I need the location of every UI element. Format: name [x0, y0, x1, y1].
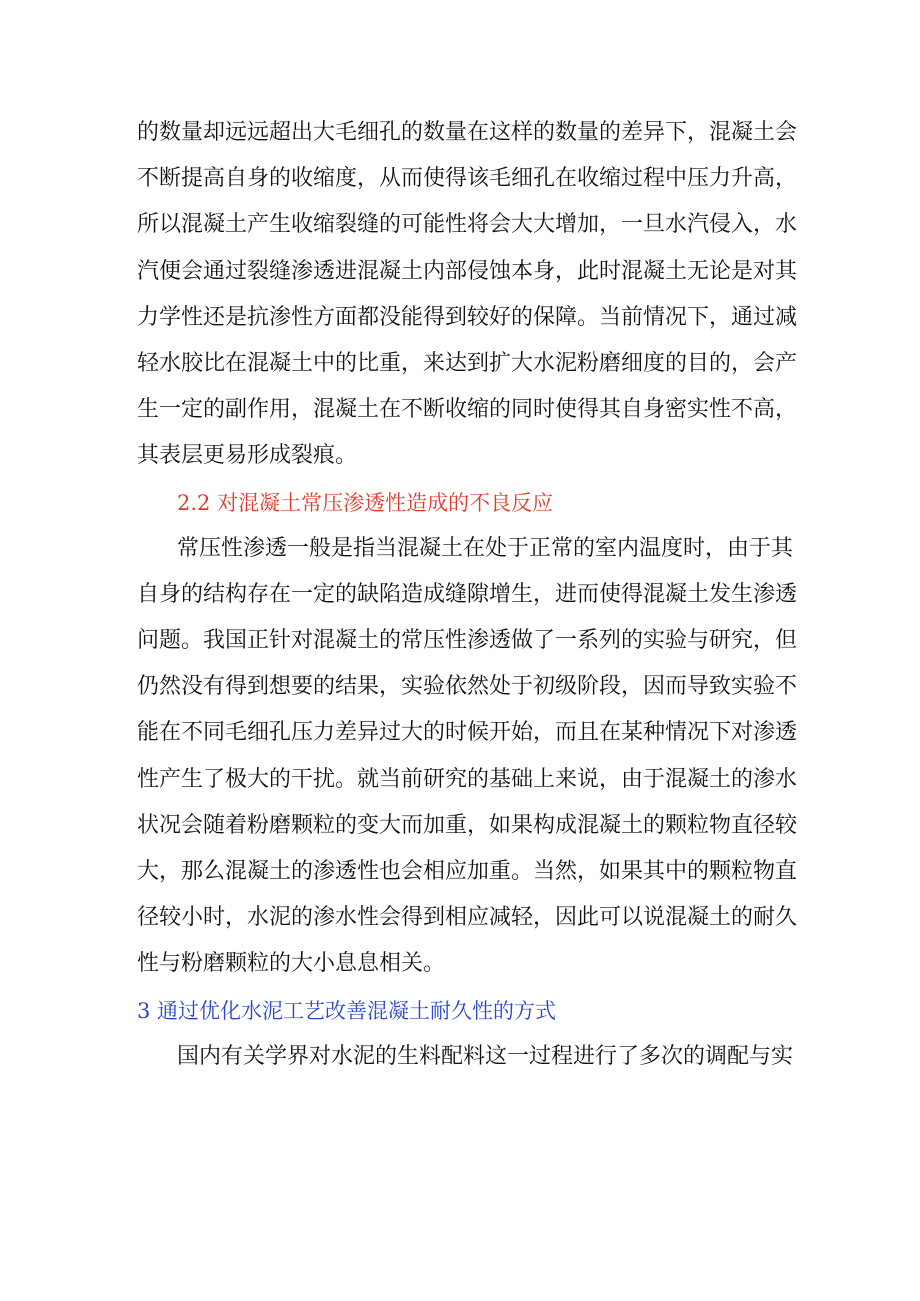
- paragraph-3: [137, 1034, 794, 1080]
- paragraph-line: 的数量却远远超出大毛细孔的数量在这样的数量的差异下，混凝土会: [137, 120, 798, 145]
- paragraph-line: 轻水胶比在混凝土中的比重，来达到扩大水泥粉磨细度的目的，会产: [137, 350, 798, 376]
- paragraph-line: 其表层更易形成裂痕。: [137, 443, 358, 469]
- paragraph-line: 力学性还是抗渗性方面都没能得到较好的保障。当前情况下，通过减: [137, 304, 798, 330]
- paragraph-line: 径较小时，水泥的渗水性会得到相应减轻，因此可以说混凝土的耐久: [137, 905, 798, 931]
- paragraph-2: [137, 526, 798, 988]
- paragraph-line: 生一定的副作用，混凝土在不断收缩的同时使得其自身密实性不高，: [137, 397, 798, 423]
- paragraph-line: 能在不同毛细孔压力差异过大的时候开始，而且在某种情况下对渗透: [137, 720, 798, 746]
- paragraph-line: 常压性渗透一般是指当混凝土在处于正常的室内温度时，由于其: [177, 535, 794, 561]
- section-heading-3: 3 通过优化水泥工艺改善混凝土耐久性的方式: [137, 998, 557, 1023]
- paragraph-line: 所以混凝土产生收缩裂缝的可能性将会大大增加，一旦水汽侵入，水: [137, 212, 798, 238]
- paragraph-line: 性产生了极大的干扰。就当前研究的基础上来说，由于混凝土的渗水: [137, 766, 798, 792]
- paragraph-line: 状况会随着粉磨颗粒的变大而加重，如果构成混凝土的颗粒物直径较: [137, 812, 798, 838]
- paragraph-1: [137, 110, 798, 480]
- paragraph-line: 问题。我国正针对混凝土的常压性渗透做了一系列的实验与研究，但: [137, 628, 798, 654]
- paragraph-line: 性与粉磨颗粒的大小息息相关。: [137, 951, 446, 977]
- paragraph-line: 自身的结构存在一定的缺陷造成缝隙增生，进而使得混凝土发生渗透: [137, 581, 798, 607]
- paragraph-line: 国内有关学界对水泥的生料配料这一过程进行了多次的调配与实: [177, 1043, 794, 1069]
- paragraph-line: 仍然没有得到想要的结果，实验依然处于初级阶段，因而导致实验不: [137, 674, 798, 700]
- document-body: [137, 110, 798, 1080]
- section-heading-2-2: 2.2 对混凝土常压渗透性造成的不良反应: [177, 490, 554, 515]
- paragraph-line: 汽便会通过裂缝渗透进混凝土内部侵蚀本身，此时混凝土无论是对其: [137, 258, 798, 284]
- paragraph-line: 大，那么混凝土的渗透性也会相应加重。当然，如果其中的颗粒物直: [137, 859, 798, 884]
- paragraph-line: 不断提高自身的收缩度，从而使得该毛细孔在收缩过程中压力升高，: [137, 166, 798, 192]
